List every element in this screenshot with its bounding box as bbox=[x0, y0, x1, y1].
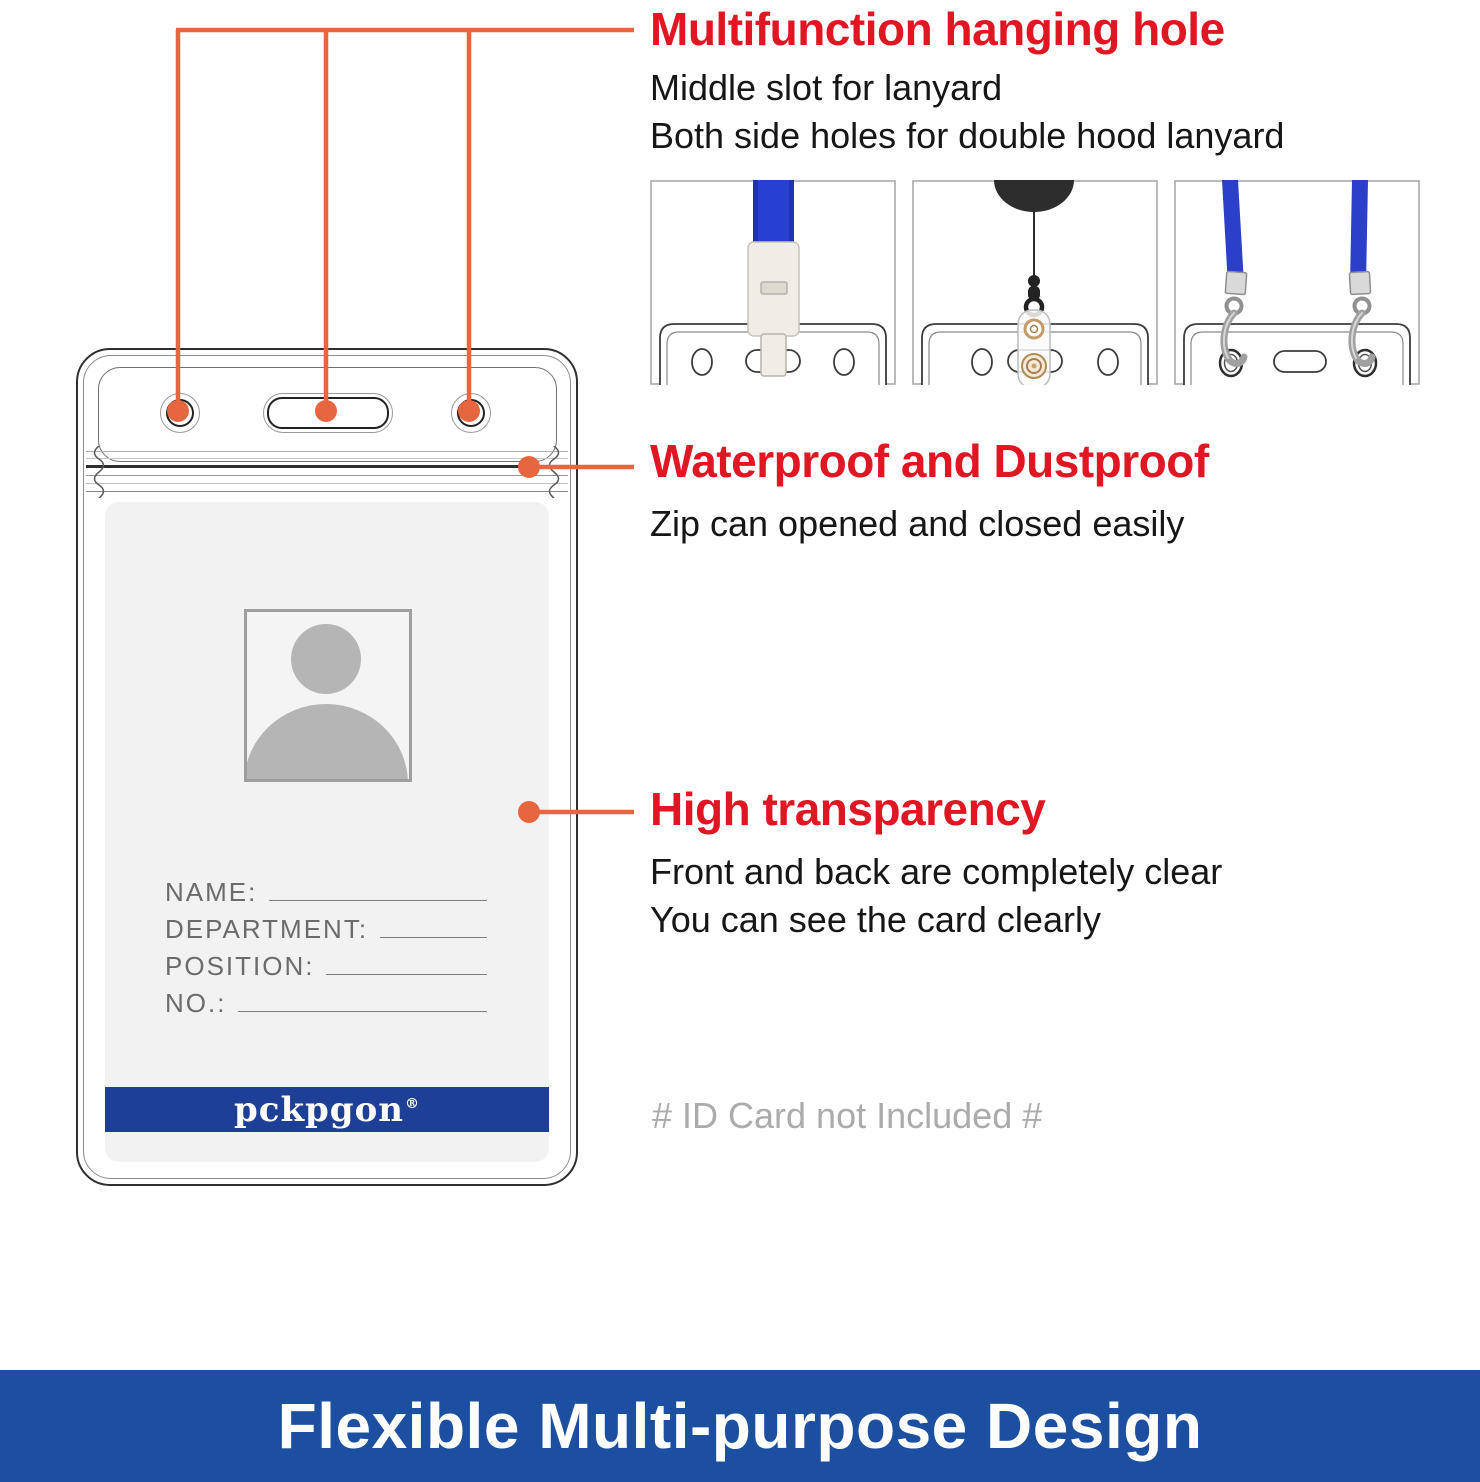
no-label: NO.: bbox=[165, 988, 227, 1018]
transparency-title: High transparency bbox=[650, 783, 1046, 835]
transparency-line-2: You can see the card clearly bbox=[650, 899, 1101, 940]
right-hanging-hole-ring bbox=[457, 399, 485, 427]
field-row-department bbox=[165, 913, 487, 944]
zip-crinkle-right bbox=[548, 446, 570, 498]
department-label: DEPARTMENT: bbox=[165, 914, 369, 944]
id-card bbox=[105, 502, 549, 1162]
zip-line-5 bbox=[86, 491, 568, 492]
hanging-hole-line-2: Both side holes for double hood lanyard bbox=[650, 115, 1285, 156]
zip-line-3 bbox=[86, 475, 568, 476]
id-card-not-included-note: # ID Card not Included # bbox=[652, 1095, 1043, 1136]
field-row-name bbox=[165, 876, 487, 907]
waterproof-line-1: Zip can opened and closed easily bbox=[650, 503, 1185, 544]
hanging-hole-title: Multifunction hanging hole bbox=[650, 3, 1225, 55]
registered-mark: ® bbox=[404, 1096, 420, 1113]
middle-lanyard-slot-ring bbox=[267, 397, 389, 429]
left-hanging-hole-ring bbox=[166, 399, 194, 427]
no-blank-line bbox=[238, 987, 487, 1012]
transparency-line-1: Front and back are completely clear bbox=[650, 851, 1223, 892]
waterproof-title: Waterproof and Dustproof bbox=[650, 435, 1209, 487]
right-hanging-hole bbox=[451, 393, 491, 433]
double-hook-lanyard-photo bbox=[1174, 180, 1420, 385]
brand-bar bbox=[105, 1087, 549, 1132]
photo-placeholder bbox=[244, 609, 412, 782]
blue-lanyard-clip-photo bbox=[650, 180, 896, 385]
zip-line-2 bbox=[86, 458, 568, 459]
zip-crinkle-left bbox=[83, 446, 105, 498]
name-label: NAME: bbox=[165, 877, 258, 907]
bottom-banner bbox=[0, 1370, 1480, 1482]
position-label: POSITION: bbox=[165, 951, 315, 981]
department-blank-line bbox=[380, 913, 487, 938]
zip-seal-line bbox=[86, 465, 568, 468]
hanging-hole-line-1: Middle slot for lanyard bbox=[650, 67, 1003, 108]
brand-name: pckpgon bbox=[234, 1089, 404, 1130]
field-row-no bbox=[165, 987, 487, 1018]
badge-holder-illustration bbox=[76, 348, 578, 1186]
banner-title: Flexible Multi-purpose Design bbox=[277, 1390, 1203, 1462]
person-silhouette-icon bbox=[247, 612, 409, 779]
field-row-position bbox=[165, 950, 487, 981]
left-hanging-hole bbox=[160, 393, 200, 433]
position-blank-line bbox=[326, 950, 487, 975]
retractable-badge-reel-photo bbox=[912, 180, 1158, 385]
zip-line-1 bbox=[86, 451, 568, 452]
zip-line-4 bbox=[86, 483, 568, 484]
clip-tongue bbox=[761, 334, 786, 376]
middle-lanyard-slot bbox=[263, 393, 393, 433]
brand-logo bbox=[234, 1090, 420, 1130]
name-blank-line bbox=[269, 876, 487, 901]
